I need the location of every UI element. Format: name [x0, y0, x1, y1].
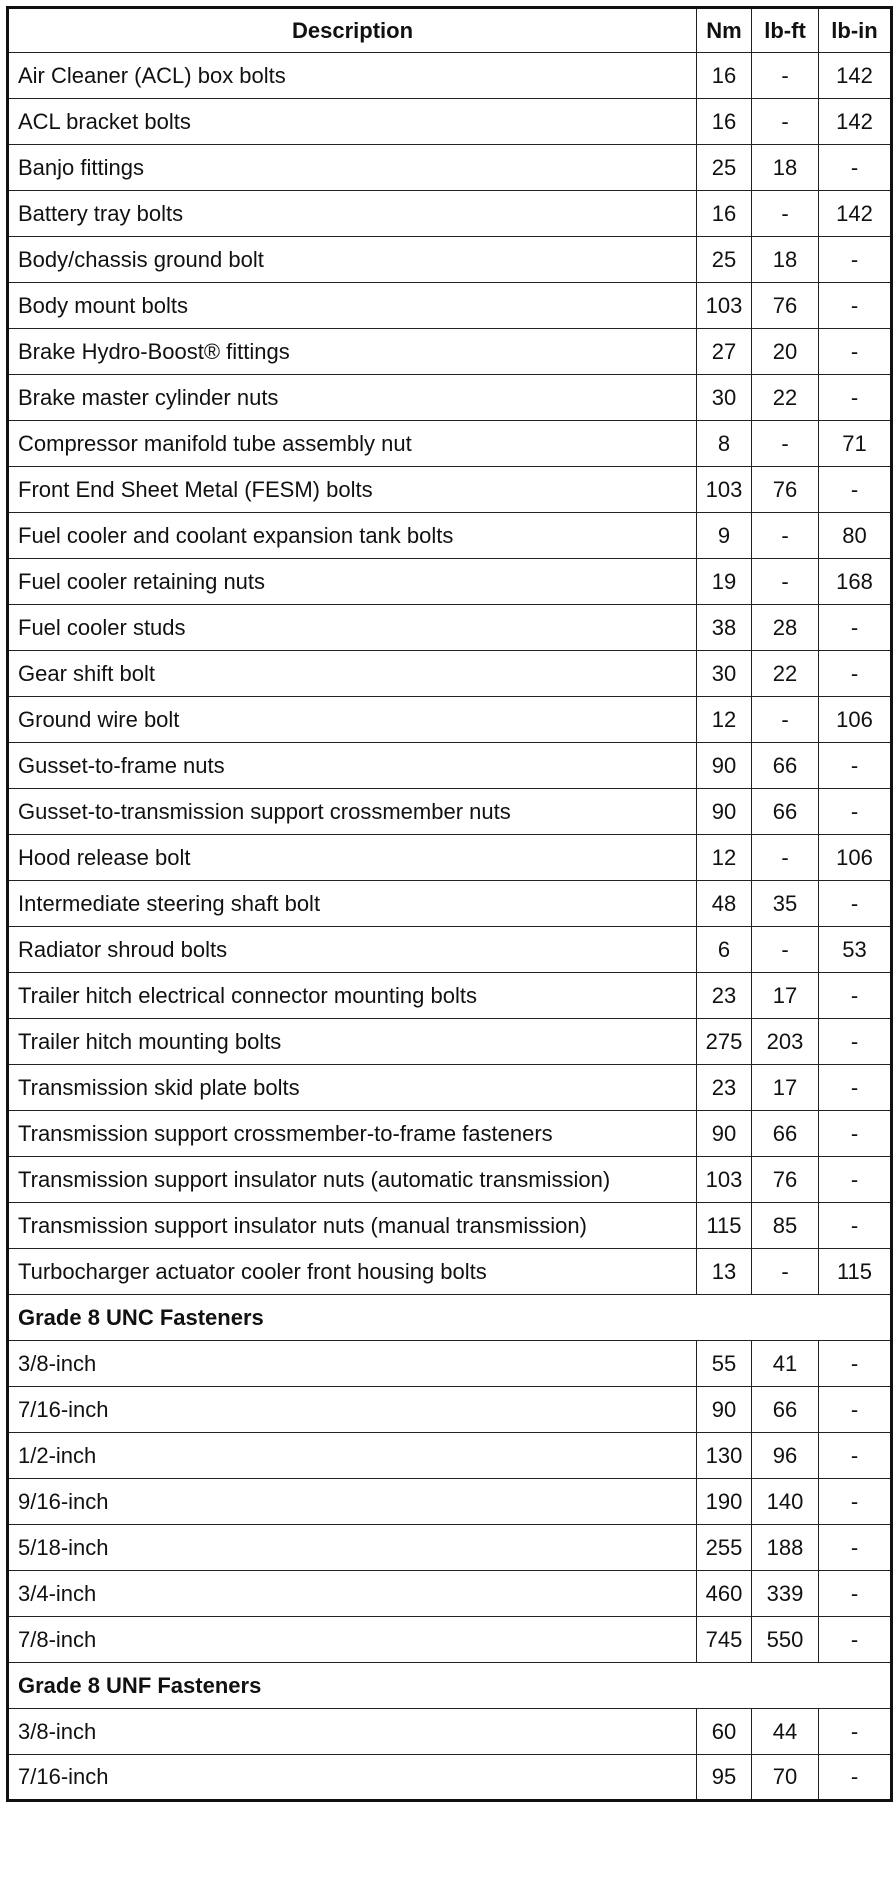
cell-lbin: -: [819, 743, 892, 789]
table-row: [8, 375, 892, 421]
cell-lbft: 17: [752, 973, 819, 1019]
cell-nm: 19: [697, 559, 752, 605]
cell-lbin: -: [819, 1157, 892, 1203]
section-heading-unf-row: [8, 1663, 892, 1709]
cell-description: Radiator shroud bolts: [8, 927, 697, 973]
cell-lbft: 18: [752, 237, 819, 283]
cell-nm: 27: [697, 329, 752, 375]
cell-lbft: -: [752, 927, 819, 973]
cell-nm: 255: [697, 1525, 752, 1571]
cell-nm: 55: [697, 1341, 752, 1387]
cell-description: 3/4-inch: [8, 1571, 697, 1617]
cell-lbft: 76: [752, 283, 819, 329]
table-row: [8, 697, 892, 743]
cell-nm: 8: [697, 421, 752, 467]
cell-description: 7/16-inch: [8, 1755, 697, 1801]
table-row: [8, 283, 892, 329]
cell-lbft: -: [752, 99, 819, 145]
cell-nm: 48: [697, 881, 752, 927]
cell-lbft: 66: [752, 1387, 819, 1433]
cell-description: Gear shift bolt: [8, 651, 697, 697]
section-heading-unc-row: [8, 1295, 892, 1341]
table-row: [8, 99, 892, 145]
cell-nm: 90: [697, 743, 752, 789]
cell-nm: 95: [697, 1755, 752, 1801]
cell-lbin: -: [819, 1709, 892, 1755]
cell-nm: 16: [697, 99, 752, 145]
table-row: [8, 1387, 892, 1433]
cell-lbft: 22: [752, 651, 819, 697]
torque-specification-table-container: [6, 6, 890, 1802]
cell-lbft: 28: [752, 605, 819, 651]
cell-lbft: -: [752, 191, 819, 237]
cell-nm: 275: [697, 1019, 752, 1065]
cell-lbft: 76: [752, 467, 819, 513]
cell-description: Hood release bolt: [8, 835, 697, 881]
cell-nm: 13: [697, 1249, 752, 1295]
cell-lbin: 142: [819, 191, 892, 237]
cell-lbin: -: [819, 283, 892, 329]
section-heading-unf: Grade 8 UNF Fasteners: [8, 1663, 892, 1709]
table-row: [8, 881, 892, 927]
table-row: [8, 329, 892, 375]
header-nm: Nm: [697, 8, 752, 53]
cell-description: ACL bracket bolts: [8, 99, 697, 145]
cell-nm: 25: [697, 145, 752, 191]
cell-nm: 115: [697, 1203, 752, 1249]
cell-lbft: 96: [752, 1433, 819, 1479]
cell-lbft: 339: [752, 1571, 819, 1617]
cell-description: Ground wire bolt: [8, 697, 697, 743]
cell-lbft: 66: [752, 1111, 819, 1157]
table-row: [8, 927, 892, 973]
table-row: [8, 1341, 892, 1387]
cell-lbin: 142: [819, 53, 892, 99]
table-row: [8, 1755, 892, 1801]
cell-lbin: -: [819, 1387, 892, 1433]
table-row: [8, 1157, 892, 1203]
cell-description: Fuel cooler and coolant expansion tank bolts: [8, 513, 697, 559]
cell-lbin: -: [819, 1019, 892, 1065]
table-row: [8, 1203, 892, 1249]
cell-description: Banjo fittings: [8, 145, 697, 191]
cell-nm: 6: [697, 927, 752, 973]
cell-description: Gusset-to-transmission support crossmember nuts: [8, 789, 697, 835]
cell-description: 1/2-inch: [8, 1433, 697, 1479]
cell-lbft: 41: [752, 1341, 819, 1387]
cell-description: Fuel cooler retaining nuts: [8, 559, 697, 605]
table-row: [8, 1525, 892, 1571]
table-row: [8, 1709, 892, 1755]
cell-nm: 16: [697, 53, 752, 99]
table-row: [8, 421, 892, 467]
section-heading-unc: Grade 8 UNC Fasteners: [8, 1295, 892, 1341]
cell-lbin: -: [819, 1341, 892, 1387]
cell-lbin: 115: [819, 1249, 892, 1295]
cell-lbin: -: [819, 1571, 892, 1617]
table-row: [8, 1249, 892, 1295]
cell-lbft: 66: [752, 789, 819, 835]
cell-lbft: 66: [752, 743, 819, 789]
table-row: [8, 973, 892, 1019]
cell-lbin: -: [819, 237, 892, 283]
cell-description: Transmission support insulator nuts (automatic transmission): [8, 1157, 697, 1203]
cell-description: 3/8-inch: [8, 1341, 697, 1387]
cell-lbft: 20: [752, 329, 819, 375]
table-row: [8, 237, 892, 283]
cell-description: Compressor manifold tube assembly nut: [8, 421, 697, 467]
cell-description: Transmission skid plate bolts: [8, 1065, 697, 1111]
cell-lbin: -: [819, 881, 892, 927]
header-lbin: lb-in: [819, 8, 892, 53]
cell-description: Trailer hitch mounting bolts: [8, 1019, 697, 1065]
cell-lbin: -: [819, 467, 892, 513]
cell-description: Body mount bolts: [8, 283, 697, 329]
cell-lbin: 106: [819, 697, 892, 743]
cell-lbin: -: [819, 1755, 892, 1801]
cell-lbft: -: [752, 421, 819, 467]
table-row: [8, 145, 892, 191]
cell-nm: 30: [697, 651, 752, 697]
cell-description: Brake master cylinder nuts: [8, 375, 697, 421]
cell-description: Gusset-to-frame nuts: [8, 743, 697, 789]
table-row: [8, 1617, 892, 1663]
table-row: [8, 1065, 892, 1111]
cell-nm: 103: [697, 1157, 752, 1203]
cell-lbin: -: [819, 1065, 892, 1111]
cell-nm: 25: [697, 237, 752, 283]
torque-specification-table: [6, 6, 893, 1802]
cell-lbin: -: [819, 1433, 892, 1479]
cell-nm: 12: [697, 835, 752, 881]
cell-nm: 30: [697, 375, 752, 421]
cell-lbin: 71: [819, 421, 892, 467]
cell-description: Transmission support crossmember-to-frame fasteners: [8, 1111, 697, 1157]
cell-lbft: 85: [752, 1203, 819, 1249]
cell-nm: 23: [697, 1065, 752, 1111]
cell-description: Body/chassis ground bolt: [8, 237, 697, 283]
cell-lbin: -: [819, 1111, 892, 1157]
cell-description: Battery tray bolts: [8, 191, 697, 237]
cell-lbin: 106: [819, 835, 892, 881]
table-row: [8, 1479, 892, 1525]
cell-lbft: 35: [752, 881, 819, 927]
table-row: [8, 467, 892, 513]
cell-description: Brake Hydro-Boost® fittings: [8, 329, 697, 375]
cell-lbft: 22: [752, 375, 819, 421]
table-row: [8, 513, 892, 559]
table-row: [8, 1571, 892, 1617]
cell-nm: 60: [697, 1709, 752, 1755]
cell-nm: 90: [697, 1111, 752, 1157]
cell-description: 5/18-inch: [8, 1525, 697, 1571]
cell-nm: 12: [697, 697, 752, 743]
cell-lbft: -: [752, 513, 819, 559]
cell-description: Transmission support insulator nuts (manual transmission): [8, 1203, 697, 1249]
table-body: [8, 53, 892, 1801]
cell-description: Intermediate steering shaft bolt: [8, 881, 697, 927]
cell-lbin: -: [819, 605, 892, 651]
cell-lbin: -: [819, 973, 892, 1019]
cell-lbft: -: [752, 559, 819, 605]
cell-nm: 90: [697, 789, 752, 835]
cell-lbin: -: [819, 651, 892, 697]
table-header-row: [8, 8, 892, 53]
cell-nm: 460: [697, 1571, 752, 1617]
cell-nm: 190: [697, 1479, 752, 1525]
cell-description: 7/8-inch: [8, 1617, 697, 1663]
cell-description: Front End Sheet Metal (FESM) bolts: [8, 467, 697, 513]
cell-lbin: -: [819, 1525, 892, 1571]
cell-nm: 16: [697, 191, 752, 237]
table-row: [8, 789, 892, 835]
cell-lbin: -: [819, 1203, 892, 1249]
table-row: [8, 1019, 892, 1065]
cell-lbin: 53: [819, 927, 892, 973]
cell-nm: 130: [697, 1433, 752, 1479]
cell-lbft: 76: [752, 1157, 819, 1203]
cell-lbft: 17: [752, 1065, 819, 1111]
cell-nm: 9: [697, 513, 752, 559]
cell-lbin: 80: [819, 513, 892, 559]
cell-lbft: -: [752, 1249, 819, 1295]
cell-lbin: -: [819, 145, 892, 191]
cell-lbft: -: [752, 697, 819, 743]
table-row: [8, 1433, 892, 1479]
table-row: [8, 559, 892, 605]
cell-lbft: 140: [752, 1479, 819, 1525]
cell-description: 3/8-inch: [8, 1709, 697, 1755]
table-row: [8, 1111, 892, 1157]
cell-lbin: 168: [819, 559, 892, 605]
cell-lbin: -: [819, 329, 892, 375]
cell-lbft: 550: [752, 1617, 819, 1663]
cell-lbft: 203: [752, 1019, 819, 1065]
cell-description: Fuel cooler studs: [8, 605, 697, 651]
cell-lbft: 44: [752, 1709, 819, 1755]
cell-lbin: -: [819, 789, 892, 835]
cell-nm: 103: [697, 283, 752, 329]
cell-description: Air Cleaner (ACL) box bolts: [8, 53, 697, 99]
cell-nm: 745: [697, 1617, 752, 1663]
table-row: [8, 651, 892, 697]
cell-lbft: -: [752, 53, 819, 99]
table-row: [8, 191, 892, 237]
header-lbft: lb-ft: [752, 8, 819, 53]
cell-description: 9/16-inch: [8, 1479, 697, 1525]
cell-lbft: -: [752, 835, 819, 881]
cell-description: 7/16-inch: [8, 1387, 697, 1433]
table-row: [8, 53, 892, 99]
cell-lbft: 188: [752, 1525, 819, 1571]
table-row: [8, 605, 892, 651]
table-row: [8, 835, 892, 881]
cell-lbin: -: [819, 375, 892, 421]
cell-nm: 23: [697, 973, 752, 1019]
table-row: [8, 743, 892, 789]
cell-lbin: 142: [819, 99, 892, 145]
cell-nm: 90: [697, 1387, 752, 1433]
cell-description: Trailer hitch electrical connector mounting bolts: [8, 973, 697, 1019]
cell-lbft: 70: [752, 1755, 819, 1801]
cell-nm: 103: [697, 467, 752, 513]
cell-description: Turbocharger actuator cooler front housing bolts: [8, 1249, 697, 1295]
cell-lbin: -: [819, 1479, 892, 1525]
cell-lbft: 18: [752, 145, 819, 191]
header-description: Description: [8, 8, 697, 53]
cell-lbin: -: [819, 1617, 892, 1663]
cell-nm: 38: [697, 605, 752, 651]
